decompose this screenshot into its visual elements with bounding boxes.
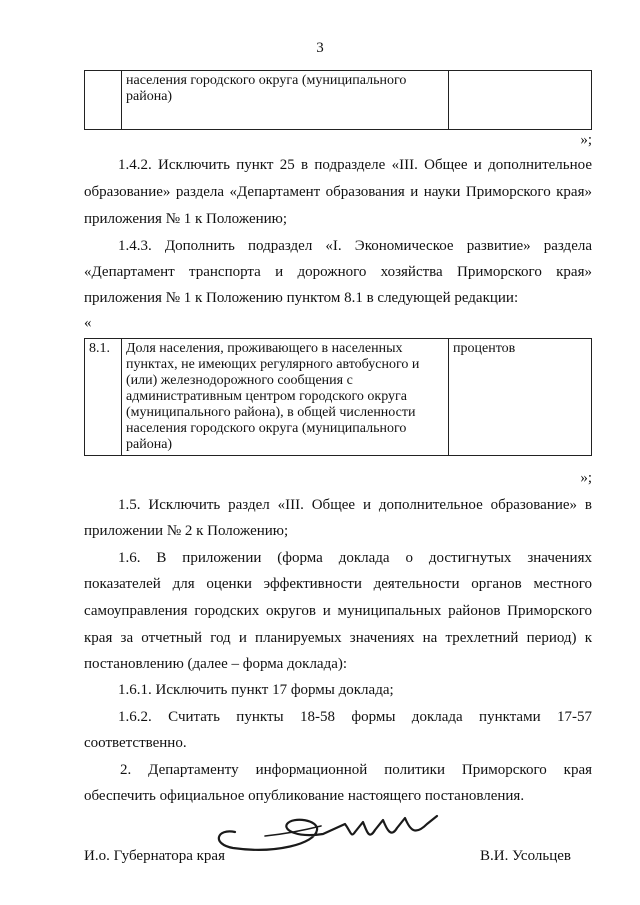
- page-number: 3: [316, 40, 324, 56]
- paragraph-2-line: обеспечить официальное опубликование настоящего постановления.: [84, 788, 525, 804]
- paragraph-1-4-3-line: приложения № 1 к Положению пунктом 8.1 в следующей редакции:: [84, 290, 519, 306]
- table-cell-description: населения городского округа (муниципального района): [122, 71, 449, 130]
- table-cell-number: [85, 71, 122, 130]
- table-cell-unit: [449, 71, 592, 130]
- continued-table: [84, 70, 592, 130]
- paragraph-1-6-2-line: 1.6.2. Считать пункты 18-58 формы доклада пунктами 17-57: [118, 709, 592, 725]
- paragraph-1-4-2-line: образование» раздела «Департамент образования и науки Приморского края»: [84, 184, 592, 200]
- paragraph-1-6-line: постановлению (далее – форма доклада):: [84, 656, 348, 672]
- paragraph-1-4-3-line: 1.4.3. Дополнить подраздел «I. Экономическое развитие» раздела: [118, 238, 592, 254]
- table-cell-number: 8.1.: [85, 339, 122, 456]
- table-row: [85, 339, 592, 456]
- paragraph-1-6-line: показателей для оценки эффективности деятельности органов местного: [84, 576, 592, 592]
- closing-quote: »;: [580, 132, 592, 148]
- handwritten-signature: [205, 800, 475, 860]
- paragraph-1-5-line: приложении № 2 к Положению;: [84, 523, 289, 539]
- paragraph-1-4-2-line: 1.4.2. Исключить пункт 25 в подразделе «III. Общее и дополнительное: [118, 157, 592, 173]
- paragraph-1-5-line: 1.5. Исключить раздел «III. Общее и дополнительное образование» в: [118, 497, 592, 513]
- signatory-name: В.И. Усольцев: [480, 848, 571, 864]
- paragraph-1-6-1: 1.6.1. Исключить пункт 17 формы доклада;: [118, 682, 394, 698]
- closing-quote: »;: [580, 470, 592, 486]
- paragraph-2-line: 2. Департаменту информационной политики Приморского края: [120, 762, 592, 778]
- indicator-table: [84, 338, 592, 456]
- table-row: [85, 71, 592, 130]
- paragraph-1-6-line: самоуправления городских округов и муниципальных районов Приморского: [84, 603, 592, 619]
- paragraph-1-6-line: края за отчетный год и планируемых значениях на трехлетний период) к: [84, 630, 592, 646]
- signatory-title: И.о. Губернатора края: [84, 848, 225, 864]
- table-cell-description: Доля населения, проживающего в населенных пунктах, не имеющих регулярного автобусного и (или) железнодорожного сообщения с административным центром городского округа (муниципального района), в общей численности населения городского округа (муниципального района): [122, 339, 449, 456]
- table-cell-unit: процентов: [449, 339, 592, 456]
- opening-quote: «: [84, 315, 92, 331]
- paragraph-1-4-3-line: «Департамент транспорта и дорожного хозяйства Приморского края»: [84, 264, 592, 280]
- paragraph-1-6-2-line: соответственно.: [84, 735, 187, 751]
- paragraph-1-6-line: 1.6. В приложении (форма доклада о достигнутых значениях: [118, 550, 592, 566]
- paragraph-1-4-2-line: приложения № 1 к Положению;: [84, 211, 288, 227]
